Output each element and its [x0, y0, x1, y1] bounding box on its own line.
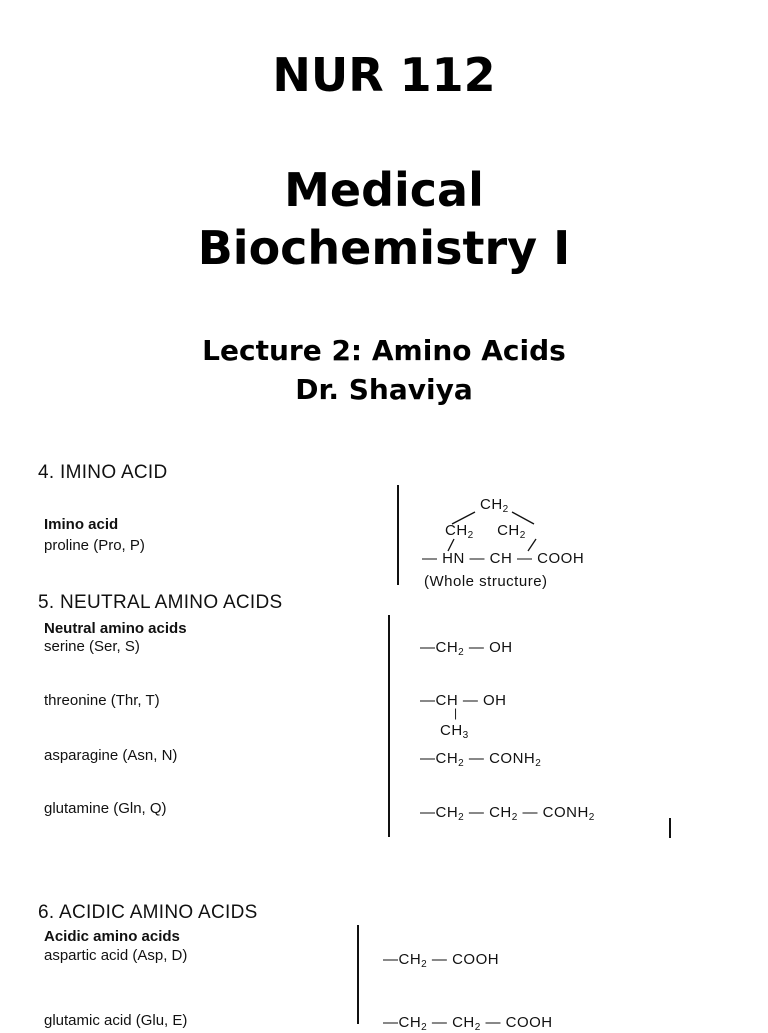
section-subheading: Neutral amino acids — [44, 620, 187, 637]
section-heading: 5. NEUTRAL AMINO ACIDS — [38, 592, 283, 613]
structure-line: — HN — CH — COOH — [422, 550, 585, 567]
amino-acid-name: serine (Ser, S) — [44, 638, 140, 655]
lecture-title: Lecture 2: Amino Acids — [202, 334, 566, 367]
bond: | — [454, 706, 458, 720]
amino-acid-name: aspartic acid (Asp, D) — [44, 947, 188, 964]
structure-note: (Whole structure) — [424, 573, 548, 590]
amino-acid-name: glutamine (Gln, Q) — [44, 800, 167, 817]
side-chain: $—CH_2$ — $CH_2$ — COOH — [383, 1014, 553, 1033]
side-chain: —CH — OH — [420, 692, 507, 709]
course-title-line1: Medical — [284, 163, 484, 217]
table-divider — [669, 818, 671, 838]
amino-acid-name: threonine (Thr, T) — [44, 692, 160, 709]
amino-acid-name: glutamic acid (Glu, E) — [44, 1012, 188, 1029]
section-heading: 4. IMINO ACID — [38, 462, 168, 483]
course-code: NUR 112 — [272, 48, 496, 102]
section-subheading: Imino acid — [44, 516, 119, 533]
section-subheading: Acidic amino acids — [44, 928, 180, 945]
course-title-line2: Biochemistry I — [197, 221, 571, 275]
table-divider — [357, 925, 359, 1024]
amino-acid-name: proline (Pro, P) — [44, 537, 145, 554]
side-chain: $—CH_2$ — OH — [420, 639, 513, 658]
amino-acid-name: asparagine (Asn, N) — [44, 747, 178, 764]
structure-line: $CH_2$ — [480, 496, 509, 515]
side-chain: $—CH_2$ — $CH_2$ — $CONH_2$ — [420, 804, 595, 823]
section-heading: 6. ACIDIC AMINO ACIDS — [38, 902, 258, 923]
structure-line: $CH_2$ $CH_2$ — [445, 522, 526, 541]
table-divider — [397, 485, 399, 585]
side-chain-branch: $CH_3$ — [440, 722, 469, 741]
side-chain: $—CH_2$ — COOH — [383, 951, 500, 970]
lecturer-name: Dr. Shaviya — [295, 373, 473, 406]
side-chain: $—CH_2$ — $CONH_2$ — [420, 750, 542, 769]
table-divider — [388, 615, 390, 837]
